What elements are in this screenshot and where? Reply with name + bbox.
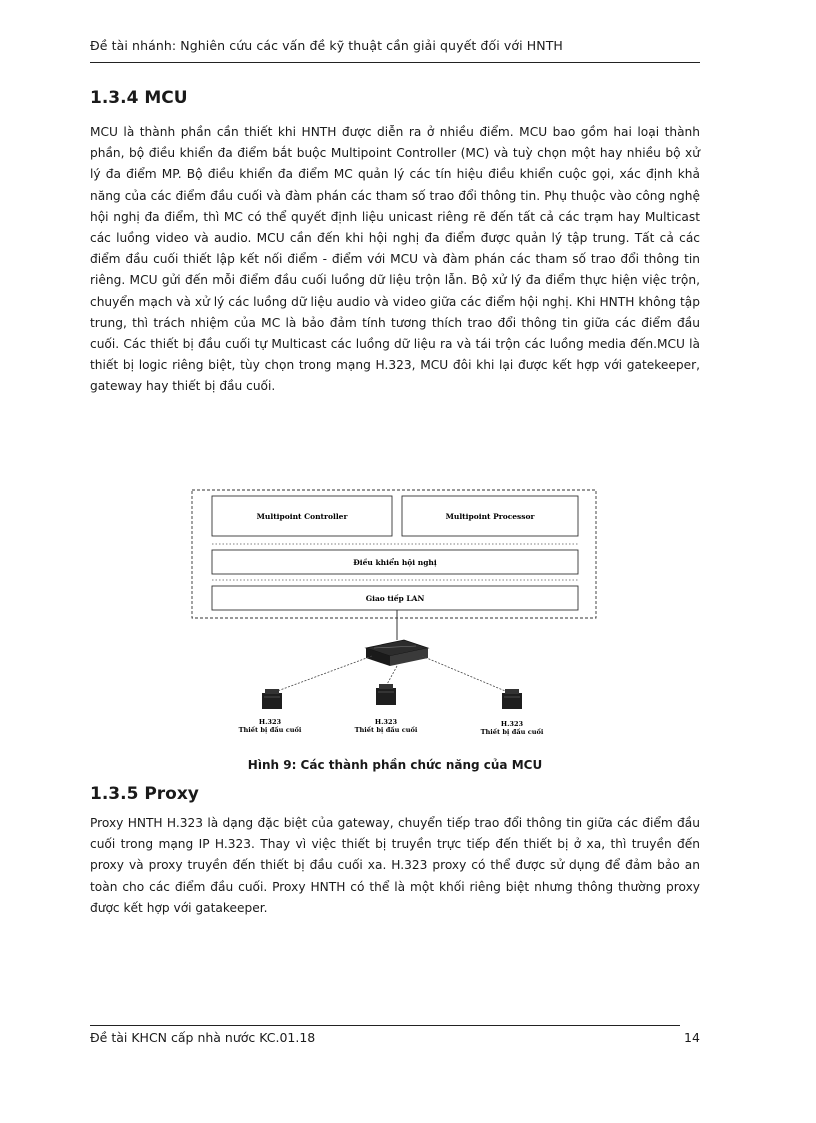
- terminal-icon-2: [376, 684, 396, 705]
- multipoint-controller-label: Multipoint Controller: [256, 512, 348, 521]
- terminal-2-label: Thiết bị đầu cuối: [354, 726, 418, 734]
- paragraph-proxy: Proxy HNTH H.323 là dạng đặc biệt của gateway, chuyển tiếp trao đổi thông tin giữa các điểm đầu cuối trong mạng IP H.323. Thay vì việc thiết bị truyền trực tiếp đến thiết bị ở xa, thì truyền đến proxy và proxy truyền đến thiết bị đầu cuối xa. H.323 proxy có thể được sử dụng để đảm bảo an toàn cho các điểm đầu cuối. Proxy HNTH có thể là một khối riêng biệt nhưng thông thường proxy được kết hợp với gatakeeper.: [90, 816, 700, 915]
- figure-caption: Hình 9: Các thành phần chức năng của MCU: [247, 758, 543, 772]
- section-title-proxy: 1.3.5 Proxy: [90, 784, 199, 804]
- footer-rule: [90, 1025, 680, 1026]
- terminal-3-label: Thiết bị đầu cuối: [480, 728, 544, 736]
- terminal-1-model: H.323: [258, 718, 282, 726]
- lan-interface-label: Giao tiếp LAN: [365, 594, 425, 603]
- mcu-diagram: [190, 488, 600, 750]
- terminal-1-label: Thiết bị đầu cuối: [238, 726, 302, 734]
- page-number: 14: [684, 1030, 700, 1045]
- footer-project: Đề tài KHCN cấp nhà nước KC.01.18: [90, 1030, 316, 1045]
- terminal-2-model: H.323: [374, 718, 398, 726]
- terminal-3-model: H.323: [500, 720, 524, 728]
- page-header: Đề tài nhánh: Nghiên cứu các vấn đề kỹ thuật cần giải quyết đối với HNTH: [90, 38, 563, 53]
- section-title-mcu: 1.3.4 MCU: [90, 88, 188, 108]
- multipoint-processor-label: Multipoint Processor: [445, 512, 535, 521]
- network-switch-icon: [366, 640, 428, 666]
- conference-control-label: Điều khiển hội nghị: [353, 558, 437, 567]
- terminal-icon-3: [502, 689, 522, 709]
- terminal-icon-1: [262, 689, 282, 709]
- header-rule: [90, 62, 700, 63]
- paragraph-mcu: MCU là thành phần cần thiết khi HNTH được diễn ra ở nhiều điểm. MCU bao gồm hai loại thành phần, bộ điều khiển đa điểm bắt buộc Multipoint Controller (MC) và tuỳ chọn một hay nhiều bộ xử lý đa điểm MP. Bộ điều khiển đa điểm MC quản lý các tín hiệu điều khiển cuộc gọi, xác định khả năng của các điểm đầu cuối và đàm phán các tham số trao đổi thông tin. Phụ thuộc vào công nghệ hội nghị đa điểm, thì MC có thể quyết định liệu unicast riêng rẽ đến tất cả các trạm hay Multicast các luồng video và audio. MCU cần đến khi hội nghị đa điểm được quản lý tập trung. Tất cả các điểm đầu cuối thiết lập kết nối điểm - điểm với MCU và đàm phán các tham số trao đổi thông tin riêng. MCU gửi đến mỗi điểm đầu cuối luồng dữ liệu trộn lẫn. Bộ xử lý đa điểm thực hiện việc trộn, chuyển mạch và xử lý các luồng dữ liệu audio và video giữa các điểm hội nghị. Khi HNTH không tập trung, thì trách nhiệm của MC là bảo đảm tính tương thích trao đổi thông tin giữa các điểm đầu cuối. Các thiết bị đầu cuối tự Multicast các luồng dữ liệu ra và tái trộn các luồng media đến.MCU là thiết bị logic riêng biệt, tùy chọn trong mạng H.323, MCU đôi khi lại được kết hợp với gatekeeper, gateway hay thiết bị đầu cuối.: [90, 125, 700, 394]
